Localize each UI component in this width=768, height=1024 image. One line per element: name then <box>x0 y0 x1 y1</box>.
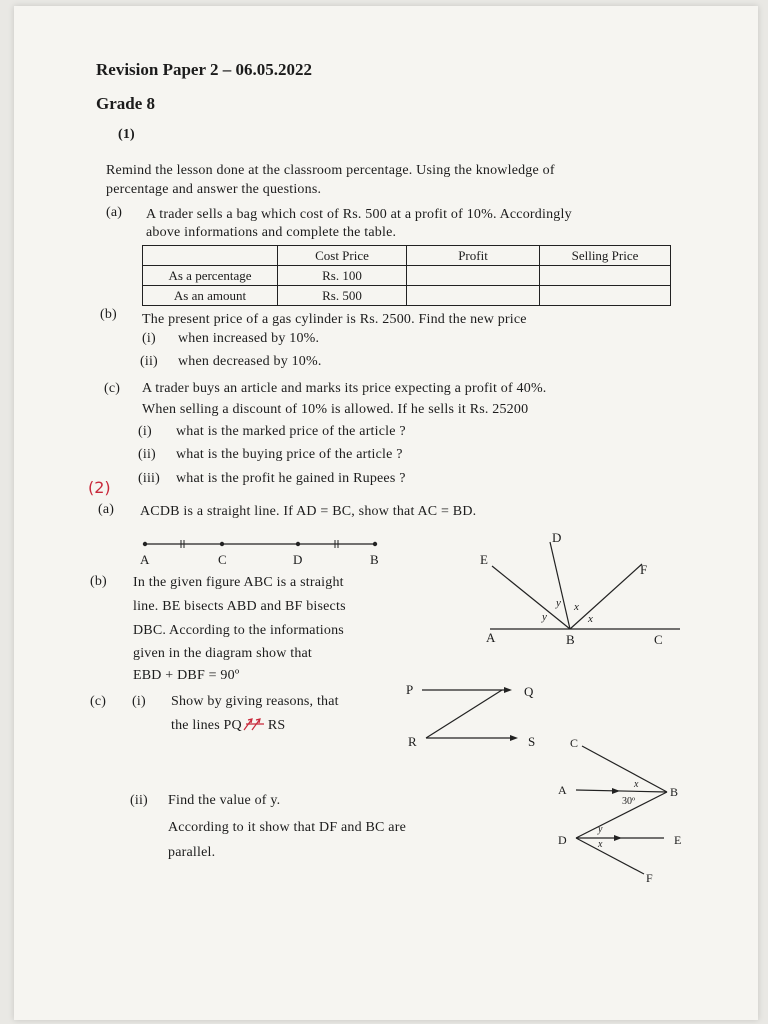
q2c-ii-line2: According to it show that DF and BC are <box>168 820 406 835</box>
table-row <box>143 266 671 286</box>
cell-selling-amount <box>540 286 671 306</box>
cell-profit-percentage <box>407 266 540 286</box>
line-ab <box>576 790 667 792</box>
q1c-label: (c) <box>104 381 121 396</box>
q1b-ii-label: (ii) <box>140 354 158 369</box>
q2c-ii-label: (ii) <box>130 793 148 808</box>
line-acdb-figure <box>130 530 390 572</box>
q2b-line3: DBC. According to the informations <box>133 623 344 638</box>
angle-x-upper: x <box>634 779 639 790</box>
table-corner-cell <box>143 246 278 266</box>
handwritten-parallel-arrows-icon <box>242 717 268 731</box>
q2a-label: (a) <box>98 502 115 517</box>
q2c-i-line2-text: the lines PQ <box>171 718 242 733</box>
header-profit: Profit <box>407 246 540 266</box>
label-d: D <box>293 552 303 567</box>
label-p: P <box>406 682 414 697</box>
label-f: F <box>640 562 648 577</box>
q2c-i-line1: Show by giving reasons, that <box>171 694 339 709</box>
q1b-i-label: (i) <box>142 331 156 346</box>
label-a: A <box>140 552 150 567</box>
label-b: B <box>370 552 379 567</box>
cell-cost-amount: Rs. 500 <box>278 286 407 306</box>
label-e: E <box>674 833 682 847</box>
question-1-number: (1) <box>118 127 135 142</box>
point-a-dot <box>143 542 147 546</box>
label-c: C <box>570 736 579 750</box>
q2c-i-line2 <box>171 717 285 734</box>
q1b-ii-text: when decreased by 10%. <box>178 354 322 369</box>
arrowhead-de <box>614 835 622 841</box>
point-b-dot <box>373 542 377 546</box>
cell-profit-amount <box>407 286 540 306</box>
line-df <box>576 838 644 874</box>
q2b-label: (b) <box>90 574 107 589</box>
header-cost-price: Cost Price <box>278 246 407 266</box>
q1-intro-line1: Remind the lesson done at the classroom percentage. Using the knowledge of <box>106 163 555 178</box>
label-s: S <box>528 734 536 749</box>
arrowhead-rs <box>510 735 518 741</box>
label-b: B <box>670 785 679 799</box>
label-r: R <box>408 734 417 749</box>
q1c-iii-label: (iii) <box>138 471 160 486</box>
q1a-line2: above informations and complete the table. <box>146 225 397 240</box>
q2c-label: (c) <box>90 694 107 709</box>
q2b-line5: EBD + DBF = 90º <box>133 668 240 683</box>
q1c-iii-text: what is the profit he gained in Rupees ? <box>176 471 406 486</box>
q1c-ii-label: (ii) <box>138 447 156 462</box>
angle-x-lower: x <box>598 839 603 850</box>
paper-title: Revision Paper 2 – 06.05.2022 <box>96 60 312 79</box>
row-label-amount: As an amount <box>143 286 278 306</box>
angle-30-label: 30º <box>622 796 636 807</box>
angle-y-lower: y <box>542 611 547 623</box>
angle-y-upper: y <box>556 597 561 609</box>
q1c-i-text: what is the marked price of the article ? <box>176 424 406 439</box>
point-c-dot <box>220 542 224 546</box>
grade-label: Grade 8 <box>96 94 156 113</box>
label-a: A <box>486 630 496 645</box>
q1c-line1: A trader buys an article and marks its price expecting a profit of 40%. <box>142 381 547 396</box>
parallel-lines-pq-rs-figure <box>400 680 570 750</box>
q2b-line1: In the given figure ABC is a straight <box>133 575 344 590</box>
label-e: E <box>480 552 488 567</box>
q1b-i-text: when increased by 10%. <box>178 331 320 346</box>
ray-bf <box>570 564 642 629</box>
question-2-handwritten-number: (2) <box>88 478 111 497</box>
q1a-label: (a) <box>106 205 123 220</box>
bisector-figure <box>470 528 690 648</box>
label-c: C <box>654 632 663 647</box>
q1-intro-line2: percentage and answer the questions. <box>106 182 322 197</box>
angle-x-lower: x <box>588 613 593 625</box>
parallel-transversal-figure <box>552 734 692 884</box>
line-cb <box>582 746 667 792</box>
table-header-row <box>143 246 671 266</box>
cell-selling-percentage <box>540 266 671 286</box>
q1c-i-label: (i) <box>138 424 152 439</box>
q2a-text: ACDB is a straight line. If AD = BC, show that AC = BD. <box>140 504 477 519</box>
q1c-line2: When selling a discount of 10% is allowed. If he sells it Rs. 25200 <box>142 402 529 417</box>
table-row <box>143 286 671 306</box>
percentage-table <box>142 245 671 306</box>
transversal-line <box>426 690 502 738</box>
label-b: B <box>566 632 575 647</box>
q1a-line1: A trader sells a bag which cost of Rs. 500 at a profit of 10%. Accordingly <box>146 207 572 222</box>
label-f: F <box>646 871 653 884</box>
q2c-ii-line3: parallel. <box>168 845 216 860</box>
cell-cost-percentage: Rs. 100 <box>278 266 407 286</box>
q1c-ii-text: what is the buying price of the article ? <box>176 447 403 462</box>
label-d: D <box>552 530 562 545</box>
point-d-dot <box>296 542 300 546</box>
q2c-i-line2-end: RS <box>267 718 286 733</box>
arrowhead-pq <box>504 687 512 693</box>
q1b-label: (b) <box>100 307 117 322</box>
label-d: D <box>558 833 567 847</box>
label-q: Q <box>524 684 534 699</box>
label-a: A <box>558 783 567 797</box>
q2c-i-label: (i) <box>132 694 146 709</box>
q2c-ii-line1: Find the value of y. <box>168 793 281 808</box>
header-selling-price: Selling Price <box>540 246 671 266</box>
angle-y: y <box>598 824 603 835</box>
arrowhead-ab <box>612 788 620 794</box>
label-c: C <box>218 552 227 567</box>
q1b-line1: The present price of a gas cylinder is Rs. 2500. Find the new price <box>142 312 527 327</box>
row-label-percentage: As a percentage <box>143 266 278 286</box>
angle-x-upper: x <box>574 601 579 613</box>
q2b-line4: given in the diagram show that <box>133 646 313 661</box>
q2b-line2: line. BE bisects ABD and BF bisects <box>133 599 346 614</box>
